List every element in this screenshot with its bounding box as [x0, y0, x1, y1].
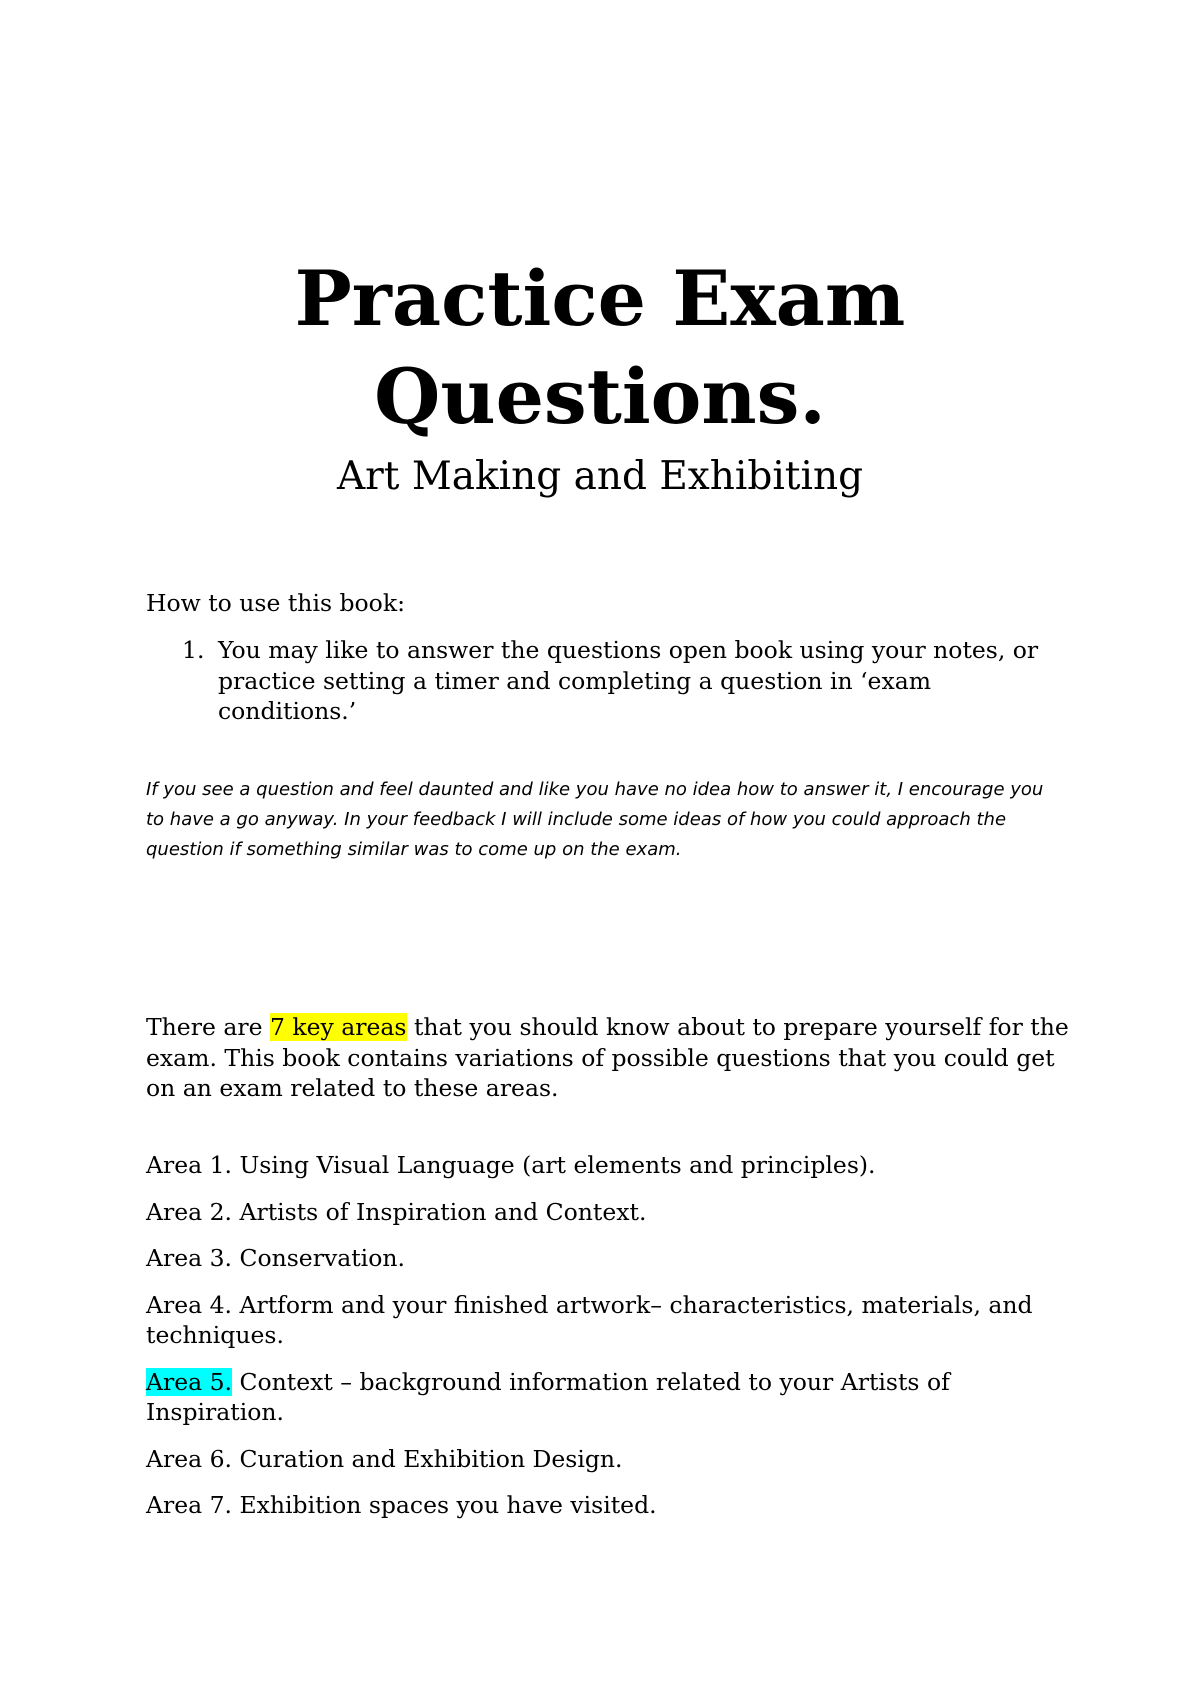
area-item-5	[146, 1367, 1046, 1428]
area-label: Area 7.	[146, 1491, 233, 1519]
area-label: Area 1.	[146, 1151, 233, 1179]
instructions-list	[146, 635, 1046, 727]
area-item-6	[146, 1444, 1046, 1475]
area-text: Artists of Inspiration and Context.	[232, 1197, 647, 1226]
intro-paragraph	[146, 1012, 1076, 1104]
list-item-text: You may like to answer the questions open book using your notes, or practice setting a timer and completing a question in ‘exam conditions.’	[218, 636, 1039, 725]
encouragement-note: If you see a question and feel daunted and like you have no idea how to answer it, I encourage you to have a go anyway. In your feedback I will include some ideas of how you could approach the question if something similar was to come up on the exam.	[146, 779, 1044, 860]
list-item-number: 1.	[182, 636, 205, 664]
area-item-3	[146, 1243, 1046, 1274]
list-item	[146, 635, 1046, 727]
area-item-4	[146, 1290, 1046, 1351]
area-item-1	[146, 1150, 1046, 1181]
document-title	[0, 250, 1200, 446]
area-text: Artform and your finished artwork– characteristics, materials, and techniques.	[146, 1290, 1033, 1349]
title-line-2: Questions.	[374, 352, 826, 441]
area-label: Area 3.	[146, 1244, 233, 1272]
area-label-highlight: Area 5.	[146, 1367, 233, 1396]
areas-list	[146, 1150, 1046, 1537]
area-label: Area 6.	[146, 1444, 233, 1473]
area-text: Curation and Exhibition Design.	[232, 1444, 623, 1473]
intro-text-before: There are	[146, 1013, 270, 1041]
intro-text-after: that you should know about to prepare yourself for the exam. This book contains variations of possible questions that you could get on an exam related to these areas.	[146, 1013, 1069, 1102]
key-areas-highlight: 7 key areas	[269, 1013, 407, 1041]
area-text: Context – background information related to your Artists of Inspiration.	[146, 1367, 950, 1426]
title-line-1: Practice Exam	[294, 254, 906, 343]
area-label: Area 2.	[146, 1197, 233, 1226]
area-text: Exhibition spaces you have visited.	[232, 1491, 657, 1519]
how-to-heading: How to use this book:	[146, 589, 405, 617]
area-item-7	[146, 1490, 1046, 1521]
area-label: Area 4.	[146, 1290, 233, 1319]
area-text: Using Visual Language (art elements and principles).	[232, 1151, 876, 1179]
area-text: Conservation.	[232, 1244, 405, 1272]
document-subtitle: Art Making and Exhibiting	[336, 454, 864, 499]
area-item-2	[146, 1197, 1046, 1228]
